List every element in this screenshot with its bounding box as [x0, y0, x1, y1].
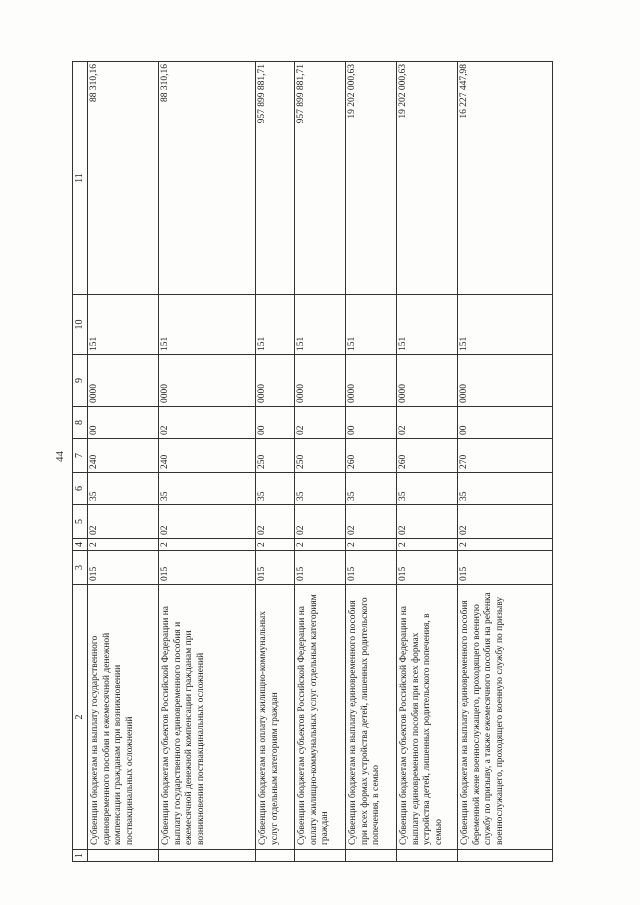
admin-code: 015 — [295, 551, 346, 585]
column-header: 4 — [73, 539, 88, 551]
row-description: Субвенции бюджетам субъектов Российской Федерации на оплату жилищно-коммунальных услуг отдельным категориям граждан — [295, 585, 346, 850]
code-subarticle: 250 — [256, 439, 295, 473]
code-subgroup: 02 — [295, 505, 346, 539]
row-cell-1 — [346, 850, 397, 862]
admin-code: 015 — [346, 551, 397, 585]
row-cell-1 — [88, 850, 159, 862]
column-header: 8 — [73, 407, 88, 439]
table-row — [159, 62, 256, 862]
table-row — [458, 62, 553, 862]
admin-code: 015 — [397, 551, 458, 585]
admin-code: 015 — [458, 551, 553, 585]
admin-code: 015 — [256, 551, 295, 585]
column-header: 6 — [73, 473, 88, 505]
code-article: 35 — [159, 473, 256, 505]
code-subarticle: 240 — [159, 439, 256, 473]
code-article: 35 — [397, 473, 458, 505]
code-element: 00 — [88, 407, 159, 439]
code-subgroup: 02 — [88, 505, 159, 539]
code-group: 2 — [458, 539, 553, 551]
table-row — [295, 62, 346, 862]
amount-value: 957 899 881,71 — [295, 62, 346, 295]
code-subgroup: 02 — [256, 505, 295, 539]
row-cell-1 — [256, 850, 295, 862]
table-row — [256, 62, 295, 862]
row-cell-1 — [159, 850, 256, 862]
code-economic: 151 — [458, 295, 553, 355]
column-header: 2 — [73, 585, 88, 850]
code-element: 02 — [397, 407, 458, 439]
table-row — [88, 62, 159, 862]
amount-value: 16 227 447,98 — [458, 62, 553, 295]
rotated-content — [54, 62, 552, 862]
row-cell-1 — [397, 850, 458, 862]
code-article: 35 — [256, 473, 295, 505]
code-article: 35 — [458, 473, 553, 505]
table-row — [397, 62, 458, 862]
code-subarticle: 240 — [88, 439, 159, 473]
code-subarticle: 260 — [346, 439, 397, 473]
budget-table — [72, 61, 553, 862]
code-element: 00 — [346, 407, 397, 439]
row-description: Субвенции бюджетам на оплату жилищно-коммунальных услуг отдельным категориям граждан — [256, 585, 295, 850]
code-element: 00 — [458, 407, 553, 439]
admin-code: 015 — [88, 551, 159, 585]
code-program: 0000 — [397, 355, 458, 407]
column-header: 9 — [73, 355, 88, 407]
column-header: 11 — [73, 62, 88, 295]
row-cell-1 — [458, 850, 553, 862]
code-program: 0000 — [295, 355, 346, 407]
column-header: 5 — [73, 505, 88, 539]
code-subarticle: 260 — [397, 439, 458, 473]
code-program: 0000 — [88, 355, 159, 407]
code-program: 0000 — [458, 355, 553, 407]
amount-value: 88 310,16 — [159, 62, 256, 295]
code-group: 2 — [397, 539, 458, 551]
code-group: 2 — [256, 539, 295, 551]
amount-value: 88 310,16 — [88, 62, 159, 295]
code-element: 00 — [256, 407, 295, 439]
column-header: 10 — [73, 295, 88, 355]
column-header: 1 — [73, 850, 88, 862]
code-article: 35 — [346, 473, 397, 505]
code-subarticle: 250 — [295, 439, 346, 473]
code-subarticle: 270 — [458, 439, 553, 473]
code-element: 02 — [295, 407, 346, 439]
code-group: 2 — [295, 539, 346, 551]
code-economic: 151 — [346, 295, 397, 355]
amount-value: 957 899 881,71 — [256, 62, 295, 295]
column-header: 3 — [73, 551, 88, 585]
code-article: 35 — [88, 473, 159, 505]
amount-value: 19 202 000,63 — [397, 62, 458, 295]
page-number: 44 — [54, 451, 66, 462]
code-program: 0000 — [346, 355, 397, 407]
column-header: 7 — [73, 439, 88, 473]
code-economic: 151 — [295, 295, 346, 355]
header-row — [73, 62, 88, 862]
row-description: Субвенции бюджетам субъектов Российской Федерации на выплату государственного единовременного пособия и ежемесячной денежной компенсации гражданам при возникновении поствакцинальных осложнений — [159, 585, 256, 850]
code-group: 2 — [159, 539, 256, 551]
code-economic: 151 — [88, 295, 159, 355]
admin-code: 015 — [159, 551, 256, 585]
table-row — [346, 62, 397, 862]
code-subgroup: 02 — [346, 505, 397, 539]
amount-value: 19 202 000,63 — [346, 62, 397, 295]
row-cell-1 — [295, 850, 346, 862]
code-subgroup: 02 — [397, 505, 458, 539]
code-economic: 151 — [256, 295, 295, 355]
code-program: 0000 — [256, 355, 295, 407]
code-element: 02 — [159, 407, 256, 439]
row-description: Субвенции бюджетам на выплату единовременного пособия беременной жене военнослужащего, проходящего военную службу по призыву, а также ежемесячного пособия на ребенка военнослужащего, проходящего военную службу по призыву — [458, 585, 553, 850]
code-subgroup: 02 — [458, 505, 553, 539]
code-program: 0000 — [159, 355, 256, 407]
code-subgroup: 02 — [159, 505, 256, 539]
code-economic: 151 — [159, 295, 256, 355]
row-description: Субвенции бюджетам на выплату государственного единовременного пособия и ежемесячной денежной компенсации гражданам при возникновении поствакцинальных осложнений — [88, 585, 159, 850]
code-group: 2 — [346, 539, 397, 551]
code-economic: 151 — [397, 295, 458, 355]
row-description: Субвенции бюджетам на выплату единовременного пособия при всех формах устройства детей, лишенных родительского попечения, в семью — [346, 585, 397, 850]
code-article: 35 — [295, 473, 346, 505]
code-group: 2 — [88, 539, 159, 551]
row-description: Субвенции бюджетам субъектов Российской Федерации на выплату единовременного пособия при всех формах устройства детей, лишенных родительского попечения, в семью — [397, 585, 458, 850]
